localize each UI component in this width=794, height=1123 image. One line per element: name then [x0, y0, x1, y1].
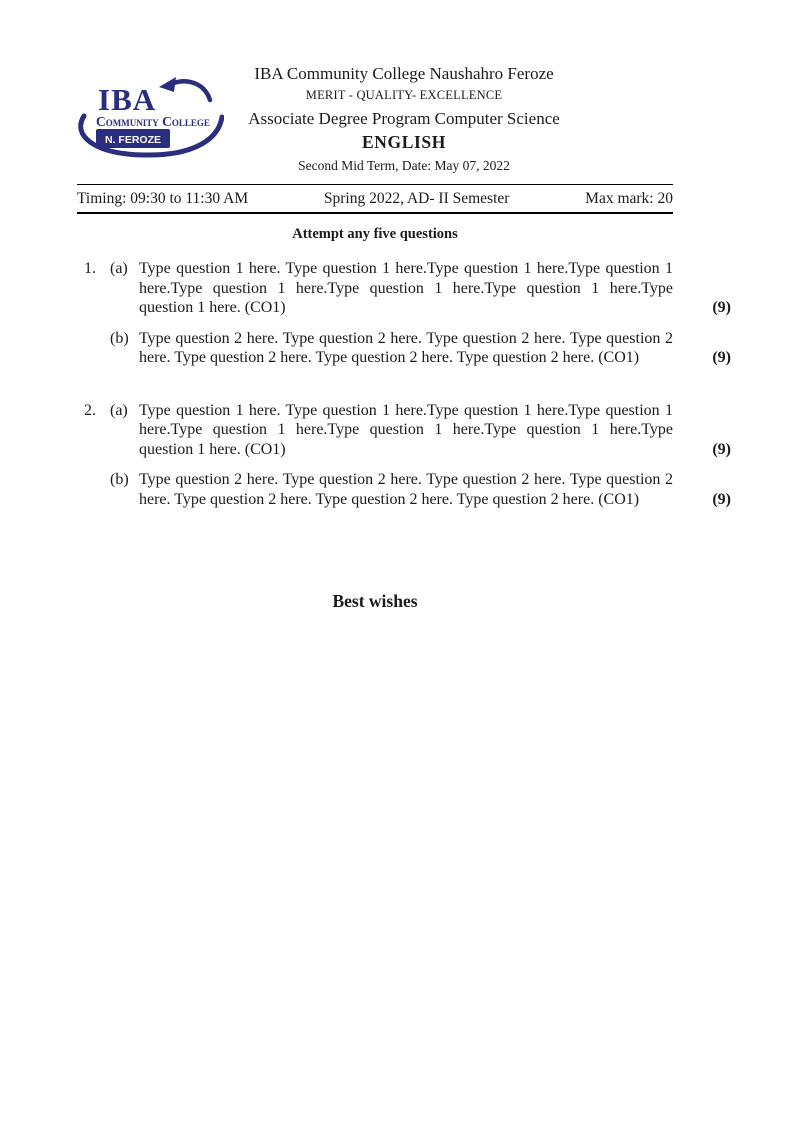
- question-part: [110, 401, 731, 460]
- question-list: [77, 259, 731, 509]
- question-number: 1.: [84, 260, 96, 277]
- logo-n-feroze-text: N. FEROZE: [104, 134, 162, 146]
- semester-label: Spring 2022, AD- II Semester: [323, 190, 510, 207]
- part-label: (a): [110, 260, 128, 277]
- marks-badge: (9): [712, 490, 731, 508]
- question-number: 2.: [84, 401, 96, 419]
- marks-badge: (9): [712, 299, 731, 316]
- question-part: [110, 470, 731, 509]
- program-title: Associate Degree Program Computer Science: [248, 109, 560, 128]
- exam-term-date: Second Mid Term, Date: May 07, 2022: [298, 158, 510, 173]
- exam-body: [77, 226, 731, 611]
- marks-badge: (9): [712, 349, 731, 366]
- timing-label: Timing: 09:30 to 11:30 AM: [77, 190, 249, 207]
- info-bar: [77, 184, 673, 214]
- part-text: Type question 1 here. Type question 1 here.Type question 1 here.Type question 1 here.Type question 1 here.Type question 1 here.Type question 1 here.Type question 1 here. (CO1): [139, 401, 673, 458]
- instructions: Attempt any five questions: [292, 226, 458, 242]
- part-label: (a): [110, 401, 128, 419]
- part-label: (b): [110, 471, 129, 488]
- subject-title: ENGLISH: [362, 132, 446, 152]
- question-2: [77, 401, 731, 510]
- closing-note: Best wishes: [332, 591, 418, 611]
- college-name: IBA Community College Naushahro Feroze: [254, 64, 554, 83]
- question-part: [110, 329, 731, 368]
- logo-iba-text: IBA: [98, 82, 157, 117]
- marks-badge: (9): [712, 440, 731, 458]
- college-motto: MERIT - QUALITY- EXCELLENCE: [305, 88, 503, 102]
- logo-community-college-text: Community College: [96, 114, 210, 129]
- part-text: Type question 2 here. Type question 2 here. Type question 2 here. Type question 2 here. Type question 2 here. Type question 2 here. Type question 2 here. (CO1): [139, 329, 673, 366]
- question-1: [77, 259, 731, 368]
- question-part: [110, 259, 731, 318]
- part-label: (b): [110, 329, 129, 347]
- part-text: Type question 2 here. Type question 2 here. Type question 2 here. Type question 2 here. Type question 2 here. Type question 2 here. Type question 2 here. (CO1): [139, 471, 673, 508]
- part-text: Type question 1 here. Type question 1 here.Type question 1 here.Type question 1 here.Type question 1 here.Type question 1 here.Type question 1 here.Type question 1 here. (CO1): [139, 260, 673, 316]
- max-mark-label: Max mark: 20: [585, 190, 673, 207]
- exam-header: [7, 0, 794, 174]
